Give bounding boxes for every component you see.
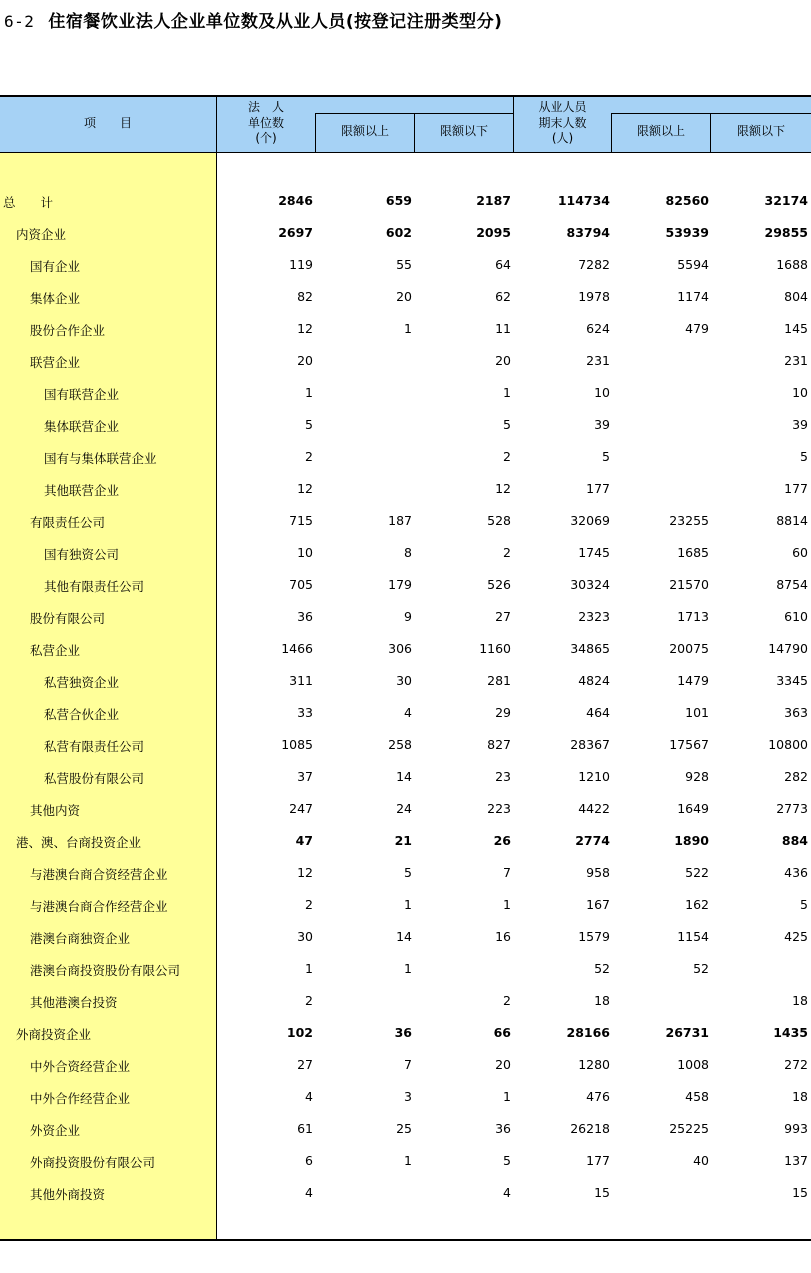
cell-value: 36 [394,1025,412,1040]
cell-value: 258 [388,737,412,752]
cell-value: 83794 [566,225,610,240]
cell-value: 30 [297,929,313,944]
cell-value: 4422 [578,801,610,816]
table-row [0,184,811,216]
table-row [0,1112,811,1144]
row-label: 中外合作经营企业 [30,1091,131,1106]
row-label: 外资企业 [30,1123,81,1138]
cell-value: 5 [305,417,313,432]
cell-value: 28367 [570,737,610,752]
table-row [0,1016,811,1048]
cell-value: 7 [503,865,511,880]
cell-value: 1745 [578,545,610,560]
cell-value: 36 [297,609,313,624]
cell-value: 928 [685,769,709,784]
page-title [4,7,502,32]
table-row [0,920,811,952]
table-row [0,888,811,920]
row-label: 中外合资经营企业 [30,1059,131,1074]
cell-value: 282 [784,769,808,784]
header-legal-unit: (个) [255,131,277,145]
cell-value: 602 [385,225,412,240]
cell-value: 10 [792,385,808,400]
cell-value: 177 [586,481,610,496]
cell-value: 311 [289,673,313,688]
cell-value: 476 [586,1089,610,1104]
cell-value: 1435 [773,1025,808,1040]
cell-value: 29855 [764,225,808,240]
cell-value: 5 [503,417,511,432]
row-label: 集体联营企业 [44,419,120,434]
cell-value: 659 [385,193,412,208]
cell-value: 526 [487,577,511,592]
table-number: 6-2 [4,12,35,31]
cell-value: 145 [784,321,808,336]
cell-value: 2 [503,449,511,464]
cell-value: 4 [404,705,412,720]
column-divider [315,113,316,153]
cell-value: 52 [693,961,709,976]
cell-value: 522 [685,865,709,880]
table-row [0,472,811,504]
cell-value: 2 [305,897,313,912]
cell-value: 1 [305,961,313,976]
table-row [0,1176,811,1208]
cell-value: 10800 [768,737,808,752]
cell-value: 177 [586,1153,610,1168]
row-label: 总 计 [3,195,54,210]
cell-value: 458 [685,1089,709,1104]
cell-value: 2323 [578,609,610,624]
cell-value: 29 [495,705,511,720]
cell-value: 6 [305,1153,313,1168]
cell-value: 7282 [578,257,610,272]
cell-value: 804 [784,289,808,304]
cell-value: 2774 [575,833,610,848]
row-label: 私营企业 [30,643,81,658]
header-emp-top: 从业人员 [538,100,587,114]
header-bottom-rule [0,152,811,153]
row-label: 股份合作企业 [30,323,106,338]
cell-value: 25 [396,1121,412,1136]
table-row [0,728,811,760]
cell-value: 5 [602,449,610,464]
row-label: 国有企业 [30,259,81,274]
cell-value: 137 [784,1153,808,1168]
cell-value: 187 [388,513,412,528]
cell-value: 28166 [566,1025,610,1040]
table-row [0,824,811,856]
cell-value: 177 [784,481,808,496]
table-row [0,696,811,728]
cell-value: 14 [396,929,412,944]
row-label: 港澳台商投资股份有限公司 [30,963,181,978]
table-row [0,600,811,632]
cell-value: 12 [297,865,313,880]
cell-value: 4 [305,1185,313,1200]
row-label: 联营企业 [30,355,81,370]
row-label: 国有联营企业 [44,387,120,402]
cell-value: 5 [404,865,412,880]
column-divider [611,113,612,153]
cell-value: 7 [404,1057,412,1072]
table-row [0,440,811,472]
cell-value: 1 [503,897,511,912]
cell-value: 1 [503,1089,511,1104]
cell-value: 60 [792,545,808,560]
row-label: 其他港澳台投资 [30,995,118,1010]
cell-value: 223 [487,801,511,816]
table-title: 住宿餐饮业法人企业单位数及从业人员(按登记注册类型分) [48,12,503,32]
cell-value: 3345 [776,673,808,688]
cell-value: 3 [404,1089,412,1104]
cell-value: 15 [792,1185,808,1200]
cell-value: 1 [404,1153,412,1168]
cell-value: 15 [594,1185,610,1200]
cell-value: 12 [297,481,313,496]
cell-value: 21 [394,833,412,848]
cell-value: 33 [297,705,313,720]
cell-value: 464 [586,705,610,720]
cell-value: 9 [404,609,412,624]
row-label: 其他内资 [30,803,81,818]
row-label: 私营有限责任公司 [44,739,145,754]
cell-value: 425 [784,929,808,944]
cell-value: 1479 [677,673,709,688]
row-label: 股份有限公司 [30,611,106,626]
cell-value: 66 [493,1025,511,1040]
cell-value: 1 [404,961,412,976]
cell-value: 32174 [764,193,808,208]
cell-value: 119 [289,257,313,272]
cell-value: 1579 [578,929,610,944]
cell-value: 23255 [669,513,709,528]
header-emp-unit: (人) [551,131,574,145]
table-row [0,952,811,984]
cell-value: 23 [495,769,511,784]
cell-value: 1 [404,897,412,912]
cell-value: 39 [792,417,808,432]
cell-value: 11 [495,321,511,336]
row-label: 其他有限责任公司 [44,579,145,594]
cell-value: 64 [495,257,511,272]
column-divider [710,113,711,153]
cell-value: 2846 [278,193,313,208]
cell-value: 14 [396,769,412,784]
cell-value: 4824 [578,673,610,688]
cell-value: 528 [487,513,511,528]
cell-value: 705 [289,577,313,592]
table-row [0,312,811,344]
cell-value: 884 [781,833,808,848]
cell-value: 8814 [776,513,808,528]
cell-value: 1649 [677,801,709,816]
cell-value: 1466 [281,641,313,656]
table-row [0,280,811,312]
cell-value: 27 [495,609,511,624]
cell-value: 1 [503,385,511,400]
table-top-rule [0,95,811,97]
cell-value: 30324 [570,577,610,592]
cell-value: 27 [297,1057,313,1072]
cell-value: 162 [685,897,709,912]
header-legal-top: 法 人 [247,100,284,114]
row-label: 私营独资企业 [44,675,120,690]
cell-value: 2187 [476,193,511,208]
row-label: 国有独资公司 [44,547,120,562]
header-emp-above: 限额以上 [636,124,685,138]
table-row [0,1080,811,1112]
table-row [0,376,811,408]
table-row [0,632,811,664]
cell-value: 26731 [665,1025,709,1040]
cell-value: 1713 [677,609,709,624]
row-label: 私营合伙企业 [44,707,120,722]
column-divider [513,96,514,153]
table-row [0,344,811,376]
cell-value: 32069 [570,513,610,528]
cell-value: 30 [396,673,412,688]
cell-value: 2095 [476,225,511,240]
row-label: 集体企业 [30,291,81,306]
row-label: 其他外商投资 [30,1187,106,1202]
cell-value: 25225 [669,1121,709,1136]
row-label: 与港澳台商合作经营企业 [30,899,168,914]
cell-value: 52 [594,961,610,976]
row-label: 国有与集体联营企业 [44,451,157,466]
cell-value: 827 [487,737,511,752]
cell-value: 167 [586,897,610,912]
cell-value: 47 [295,833,313,848]
cell-value: 102 [286,1025,313,1040]
cell-value: 479 [685,321,709,336]
cell-value: 55 [396,257,412,272]
cell-value: 2 [503,545,511,560]
cell-value: 1008 [677,1057,709,1072]
cell-value: 20 [495,353,511,368]
cell-value: 5 [503,1153,511,1168]
cell-value: 231 [784,353,808,368]
cell-value: 26218 [570,1121,610,1136]
cell-value: 62 [495,289,511,304]
cell-value: 18 [792,1089,808,1104]
cell-value: 34865 [570,641,610,656]
cell-value: 20 [396,289,412,304]
cell-value: 272 [784,1057,808,1072]
cell-value: 715 [289,513,313,528]
cell-value: 1154 [677,929,709,944]
cell-value: 1685 [677,545,709,560]
cell-value: 2697 [278,225,313,240]
cell-value: 281 [487,673,511,688]
cell-value: 958 [586,865,610,880]
table-row [0,504,811,536]
cell-value: 2 [305,449,313,464]
cell-value: 1 [404,321,412,336]
row-label: 与港澳台商合资经营企业 [30,867,168,882]
cell-value: 10 [594,385,610,400]
row-label: 其他联营企业 [44,483,120,498]
header-legal-units: 单位数 [247,116,284,130]
cell-value: 1085 [281,737,313,752]
cell-value: 20075 [669,641,709,656]
cell-value: 20 [297,353,313,368]
table-row [0,984,811,1016]
cell-value: 306 [388,641,412,656]
row-label: 私营股份有限公司 [44,771,145,786]
cell-value: 8754 [776,577,808,592]
cell-value: 8 [404,545,412,560]
cell-value: 2773 [776,801,808,816]
cell-value: 18 [594,993,610,1008]
cell-value: 231 [586,353,610,368]
table-row [0,216,811,248]
cell-value: 12 [297,321,313,336]
cell-value: 18 [792,993,808,1008]
cell-value: 610 [784,609,808,624]
table-row [0,1048,811,1080]
cell-value: 37 [297,769,313,784]
cell-value: 40 [693,1153,709,1168]
cell-value: 1280 [578,1057,610,1072]
cell-value: 5594 [677,257,709,272]
row-label: 港澳台商独资企业 [30,931,131,946]
cell-value: 82 [297,289,313,304]
cell-value: 1210 [578,769,610,784]
cell-value: 247 [289,801,313,816]
cell-value: 4 [305,1089,313,1104]
cell-value: 5 [800,449,808,464]
row-label: 港、澳、台商投资企业 [16,835,142,850]
cell-value: 17567 [669,737,709,752]
cell-value: 26 [493,833,511,848]
header-emp-below: 限额以下 [736,124,785,138]
header-item-label: 项 目 [83,116,132,130]
cell-value: 14790 [768,641,808,656]
cell-value: 4 [503,1185,511,1200]
cell-value: 1174 [677,289,709,304]
cell-value: 1 [305,385,313,400]
table-row [0,664,811,696]
cell-value: 1688 [776,257,808,272]
cell-value: 2 [503,993,511,1008]
cell-value: 993 [784,1121,808,1136]
cell-value: 114734 [557,193,610,208]
cell-value: 2 [305,993,313,1008]
cell-value: 39 [594,417,610,432]
row-label: 外商投资企业 [16,1027,92,1042]
cell-value: 82560 [665,193,709,208]
table-row [0,248,811,280]
cell-value: 61 [297,1121,313,1136]
header-sub-rule [612,113,811,114]
table-row [0,760,811,792]
row-label: 外商投资股份有限公司 [30,1155,156,1170]
cell-value: 101 [685,705,709,720]
table-row [0,536,811,568]
cell-value: 10 [297,545,313,560]
table-row [0,1144,811,1176]
table-row [0,856,811,888]
column-divider [414,113,415,153]
header-legal-below: 限额以下 [439,124,488,138]
header-legal-above: 限额以上 [340,124,389,138]
cell-value: 20 [495,1057,511,1072]
row-label: 有限责任公司 [30,515,106,530]
cell-value: 363 [784,705,808,720]
cell-value: 179 [388,577,412,592]
cell-value: 1978 [578,289,610,304]
cell-value: 436 [784,865,808,880]
cell-value: 1160 [479,641,511,656]
table-bottom-rule [0,1239,811,1241]
cell-value: 36 [495,1121,511,1136]
table-row [0,568,811,600]
cell-value: 16 [495,929,511,944]
cell-value: 24 [396,801,412,816]
table-row [0,408,811,440]
cell-value: 21570 [669,577,709,592]
cell-value: 5 [800,897,808,912]
cell-value: 12 [495,481,511,496]
table-row [0,792,811,824]
row-label: 内资企业 [16,227,67,242]
cell-value: 53939 [665,225,709,240]
cell-value: 1890 [674,833,709,848]
cell-value: 624 [586,321,610,336]
header-emp-sub: 期末人数 [538,116,587,130]
